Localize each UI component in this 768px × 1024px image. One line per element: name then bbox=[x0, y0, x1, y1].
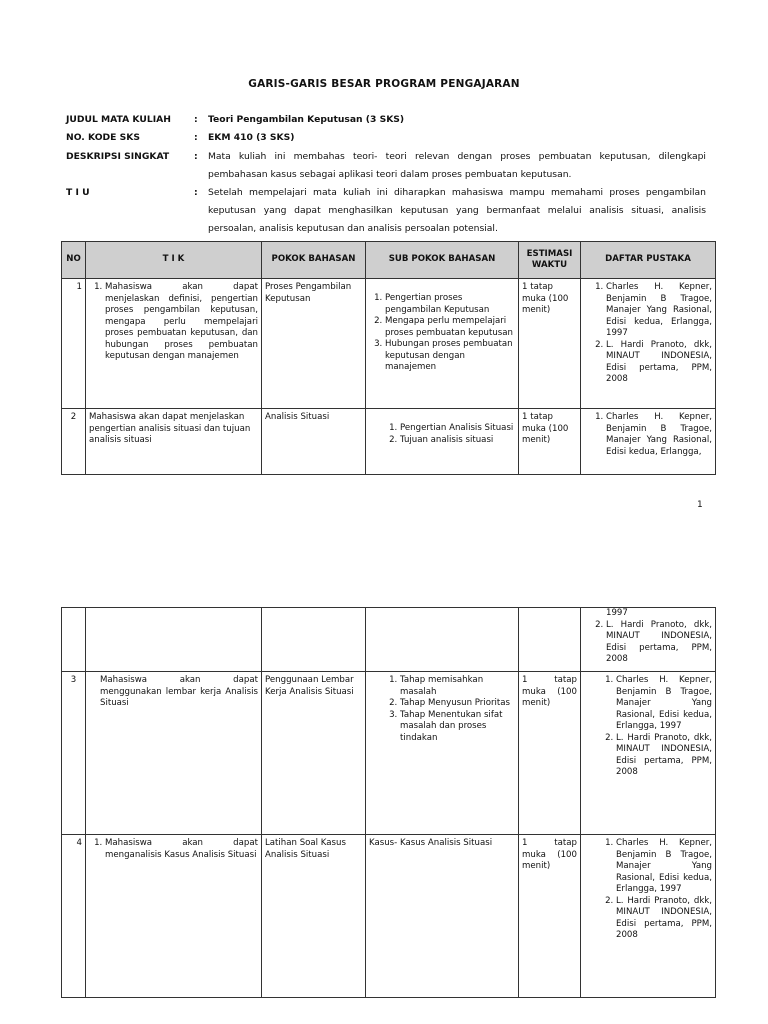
cell-daftar-pustaka bbox=[581, 835, 716, 998]
cell-estimasi-waktu: 1 tatap muka (100 menit) bbox=[519, 835, 581, 998]
cell-pokok-bahasan: Analisis Situasi bbox=[262, 409, 366, 475]
pustaka-continuation: 1997 bbox=[606, 608, 628, 618]
sub-item: 1. Pengertian Analisis Situasi bbox=[400, 423, 515, 435]
table-row bbox=[62, 835, 716, 998]
table-row-continuation bbox=[62, 608, 716, 672]
tik-item: 1. Mahasiswa akan dapat menjelaskan definisi, pengertian proses pengambilan keputusan, mengapa perlu mempelajari proses pembuatan keputusan, dan hubungan proses pembuatan keputusan dengan manajemen bbox=[105, 282, 258, 363]
cell-daftar-pustaka bbox=[581, 608, 716, 672]
pustaka-item: 2. L. Hardi Pranoto, dkk, MINAUT INDONESIA, Edisi pertama, PPM, 2008 bbox=[616, 896, 712, 942]
sub-item: 2. Tahap Menyusun Prioritas bbox=[400, 698, 515, 710]
cell-pokok-bahasan: Latihan Soal Kasus Analisis Situasi bbox=[262, 835, 366, 998]
info-value: Setelah mempelajari mata kuliah ini diharapkan mahasiswa mampu memahami proses pengambilan keputusan yang dapat menghasilkan keputusan yang bermanfaat melalui analisis situasi, analisis persoalan, analisis keputusan dan analisis persoalan potensial. bbox=[208, 187, 706, 234]
info-value: Mata kuliah ini membahas teori- teori relevan dengan proses pembuatan keputusan, dilengkapi pembahasan kasus sebagai aplikasi teori dalam proses pembuatan keputusan. bbox=[208, 151, 706, 180]
cell-pokok-bahasan: Proses Pengambilan Keputusan bbox=[262, 279, 366, 409]
pustaka-item: 1. Charles H. Kepner, Benjamin B Tragoe, Manajer Yang Rasional, Edisi kedua, Erlangga, 1997 bbox=[616, 675, 712, 733]
cell-sub-pokok-bahasan: Kasus- Kasus Analisis Situasi bbox=[366, 835, 519, 998]
header-estimasi-waktu: ESTIMASI WAKTU bbox=[519, 242, 581, 279]
cell-no: 1 bbox=[62, 279, 86, 409]
info-row-kode bbox=[66, 129, 706, 147]
pustaka-item: 1. Charles H. Kepner, Benjamin B Tragoe, Manajer Yang Rasional, Edisi kedua, Erlangga, bbox=[606, 412, 712, 458]
cell-sub-pokok-bahasan bbox=[366, 409, 519, 475]
pustaka-item: 2. L. Hardi Pranoto, dkk, MINAUT INDONESIA, Edisi pertama, PPM, 2008 bbox=[606, 620, 712, 666]
pustaka-item: 2. L. Hardi Pranoto, dkk, MINAUT INDONESIA, Edisi pertama, PPM, 2008 bbox=[606, 340, 712, 386]
table-header-row bbox=[62, 242, 716, 279]
header-daftar-pustaka: DAFTAR PUSTAKA bbox=[581, 242, 716, 279]
cell-tik bbox=[86, 672, 262, 835]
cell-estimasi-waktu: 1 tatap muka (100 menit) bbox=[519, 409, 581, 475]
info-label: JUDUL MATA KULIAH bbox=[66, 114, 171, 125]
cell-daftar-pustaka bbox=[581, 672, 716, 835]
header-sub-pokok-bahasan: SUB POKOK BAHASAN bbox=[366, 242, 519, 279]
table-row bbox=[62, 409, 716, 475]
cell-no: 4 bbox=[62, 835, 86, 998]
pustaka-item: 1. Charles H. Kepner, Benjamin B Tragoe, Manajer Yang Rasional, Edisi kedua, Erlangga, 1997 bbox=[606, 282, 712, 340]
cell-daftar-pustaka bbox=[581, 279, 716, 409]
info-colon: : bbox=[194, 151, 198, 162]
cell-estimasi-waktu: 1 tatap muka (100 menit) bbox=[519, 279, 581, 409]
page-gap bbox=[0, 525, 768, 560]
cell-tik: Mahasiswa akan dapat menjelaskan pengertian analisis situasi dan tujuan analisis situasi bbox=[86, 409, 262, 475]
pustaka-item: 1. Charles H. Kepner, Benjamin B Tragoe, Manajer Yang Rasional, Edisi kedua, Erlangga, 1997 bbox=[616, 838, 712, 896]
cell-pokok-bahasan: Penggunaan Lembar Kerja Analisis Situasi bbox=[262, 672, 366, 835]
document-page-2 bbox=[0, 560, 768, 1024]
header-no: NO bbox=[62, 242, 86, 279]
cell-daftar-pustaka bbox=[581, 409, 716, 475]
cell-no: 2 bbox=[62, 409, 86, 475]
info-row-deskripsi bbox=[66, 148, 706, 184]
sub-item: 1. Tahap memisahkan masalah bbox=[400, 675, 515, 698]
info-label: DESKRIPSI SINGKAT bbox=[66, 151, 170, 162]
cell-sub-pokok-bahasan bbox=[366, 279, 519, 409]
header-tik: T I K bbox=[86, 242, 262, 279]
cell-tik bbox=[86, 835, 262, 998]
tik-item: 1. Mahasiswa akan dapat menganalisis Kasus Analisis Situasi bbox=[105, 838, 258, 861]
info-label: NO. KODE SKS bbox=[66, 132, 140, 143]
info-label: T I U bbox=[66, 187, 90, 198]
info-colon: : bbox=[194, 132, 198, 143]
pustaka-item: 2. L. Hardi Pranoto, dkk, MINAUT INDONESIA, Edisi pertama, PPM, 2008 bbox=[616, 733, 712, 779]
cell-sub-pokok-bahasan bbox=[366, 672, 519, 835]
sub-item: 3. Hubungan proses pembuatan keputusan dengan manajemen bbox=[385, 339, 515, 374]
gbpp-table-page-1 bbox=[61, 241, 716, 475]
sub-item: 2. Tujuan analisis situasi bbox=[400, 435, 515, 447]
info-row-tiu bbox=[66, 184, 706, 240]
table-row bbox=[62, 279, 716, 409]
tik-text: Mahasiswa akan dapat menggunakan lembar kerja Analisis Situasi bbox=[100, 675, 258, 708]
sub-item: 2. Mengapa perlu mempelajari proses pembuatan keputusan bbox=[385, 316, 515, 339]
info-row-judul bbox=[66, 111, 706, 129]
cell-tik bbox=[86, 279, 262, 409]
cell-no: 3 bbox=[62, 672, 86, 835]
info-colon: : bbox=[194, 187, 198, 198]
table-row bbox=[62, 672, 716, 835]
sub-item: 1. Pengertian proses pengambilan Keputusan bbox=[385, 293, 515, 316]
info-colon: : bbox=[194, 114, 198, 125]
info-value: EKM 410 (3 SKS) bbox=[208, 132, 295, 143]
sub-item: 3. Tahap Menentukan sifat masalah dan proses tindakan bbox=[400, 710, 515, 745]
gbpp-table-page-2 bbox=[61, 607, 716, 998]
document-title: GARIS-GARIS BESAR PROGRAM PENGAJARAN bbox=[248, 78, 520, 90]
page-number: 1 bbox=[697, 500, 703, 510]
info-value: Teori Pengambilan Keputusan (3 SKS) bbox=[208, 114, 405, 125]
cell-estimasi-waktu: 1 tatap muka (100 menit) bbox=[519, 672, 581, 835]
header-pokok-bahasan: POKOK BAHASAN bbox=[262, 242, 366, 279]
